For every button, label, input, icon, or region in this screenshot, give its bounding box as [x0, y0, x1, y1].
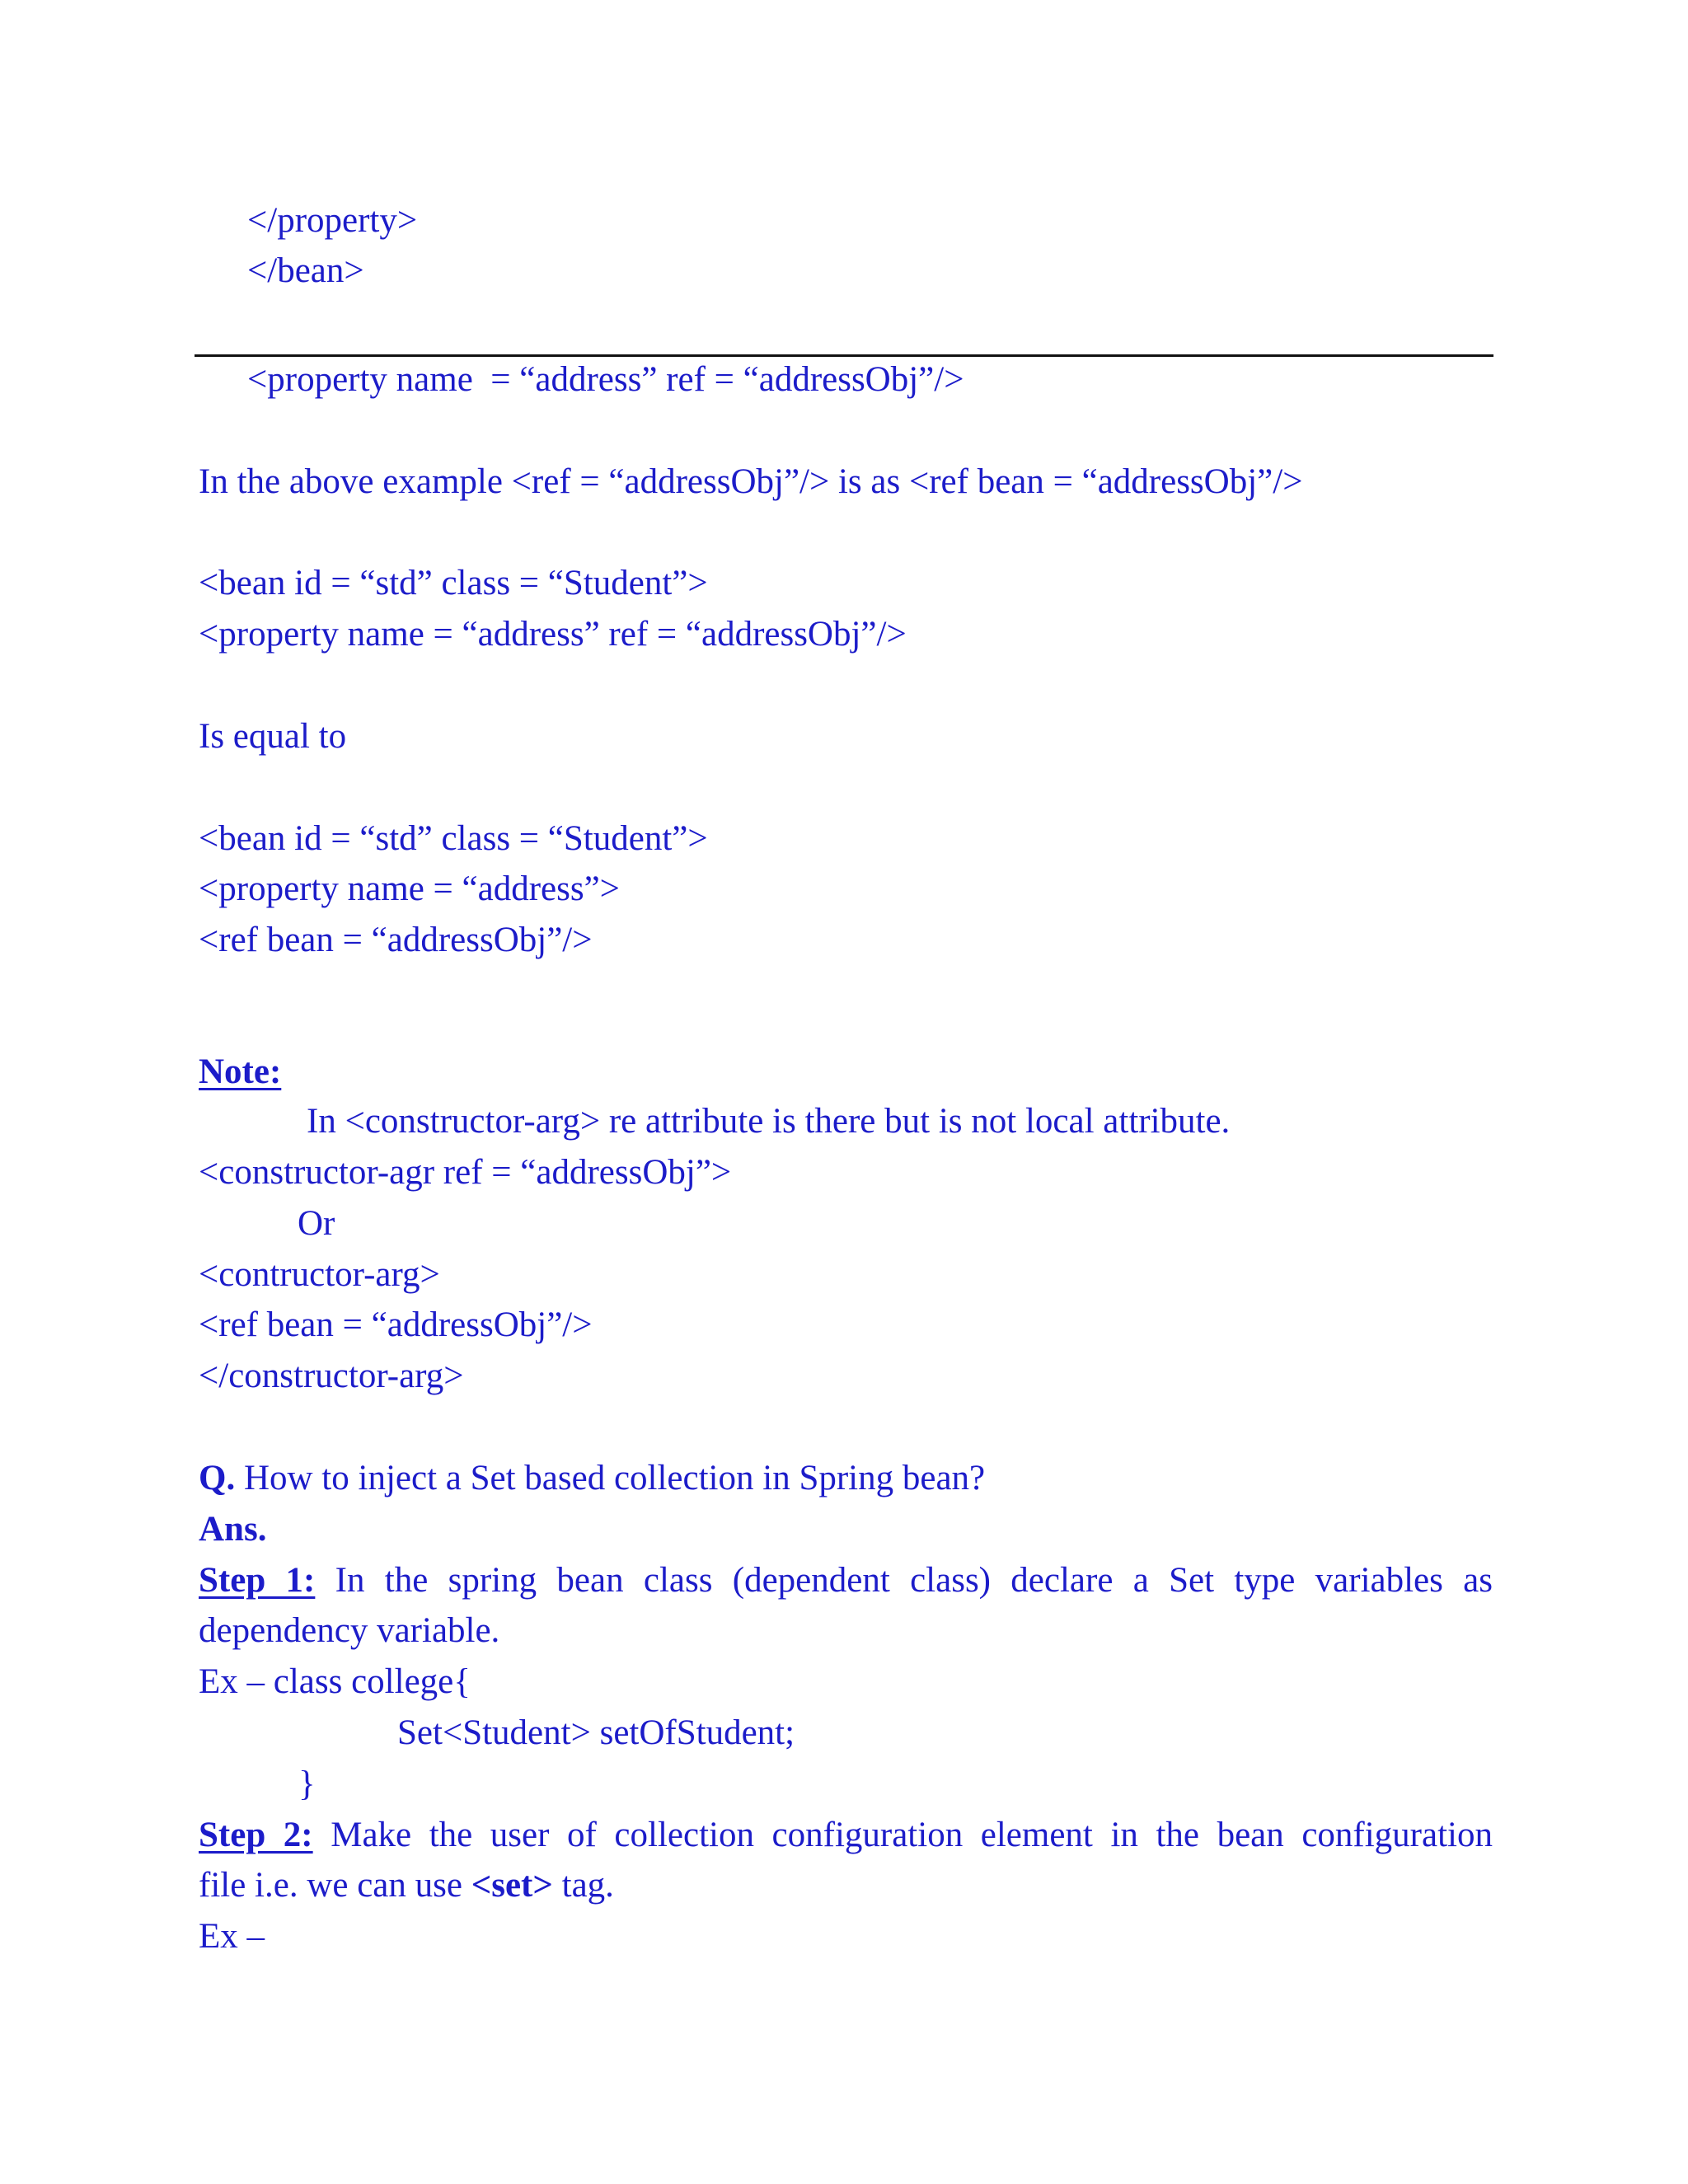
step-2-cont-a: file i.e. we can use [199, 1866, 471, 1905]
step-2-text: Make the user of collection configuration element in the bean configuration [312, 1816, 1493, 1854]
code-line: <contructor-arg> [199, 1255, 440, 1294]
step-2 [199, 1810, 1493, 1861]
code-line: <property name = “address” ref = “addressObj”/> [199, 615, 907, 654]
code-line: Ex – class college{ [199, 1662, 471, 1701]
code-line: Or [298, 1204, 335, 1243]
note-heading: Note: [199, 1052, 282, 1091]
code-line: <bean id = “std” class = “Student”> [199, 819, 708, 858]
step-2-continued [199, 1860, 614, 1911]
paragraph: In the above example <ref = “addressObj”/> is as <ref bean = “addressObj”/> [199, 462, 1303, 501]
step-2-label: Step 2: [199, 1816, 313, 1854]
code-line: } [298, 1765, 316, 1803]
set-tag: <set> [471, 1866, 553, 1905]
code-line: </constructor-arg> [199, 1357, 464, 1395]
code-line: <constructor-agr ref = “addressObj”> [199, 1153, 732, 1192]
code-line: </bean> [247, 251, 364, 290]
question-text: How to inject a Set based collection in Spring bean? [235, 1459, 986, 1497]
note-text: In <constructor-arg> re attribute is there but is not local attribute. [307, 1102, 1231, 1141]
code-line: Set<Student> setOfStudent; [397, 1713, 795, 1752]
step-1-continued: dependency variable. [199, 1611, 500, 1650]
question-label: Q. [199, 1459, 236, 1497]
paragraph: Is equal to [199, 717, 347, 756]
code-line: <ref bean = “addressObj”/> [199, 1305, 593, 1344]
step-2-cont-b: tag. [552, 1866, 614, 1905]
step-1-text: In the spring bean class (dependent class) declare a Set type variables as [315, 1561, 1493, 1600]
step-1 [199, 1555, 1493, 1606]
code-line: Ex – [199, 1917, 265, 1956]
code-line: <property name = “address” ref = “addressObj”/> [247, 360, 964, 399]
code-line: <property name = “address”> [199, 869, 620, 908]
step-1-label: Step 1: [199, 1561, 316, 1600]
code-line: <ref bean = “addressObj”/> [199, 921, 593, 959]
code-line: </property> [247, 201, 418, 240]
code-line: <bean id = “std” class = “Student”> [199, 564, 708, 602]
question [199, 1453, 985, 1504]
answer-label: Ans. [199, 1510, 267, 1549]
